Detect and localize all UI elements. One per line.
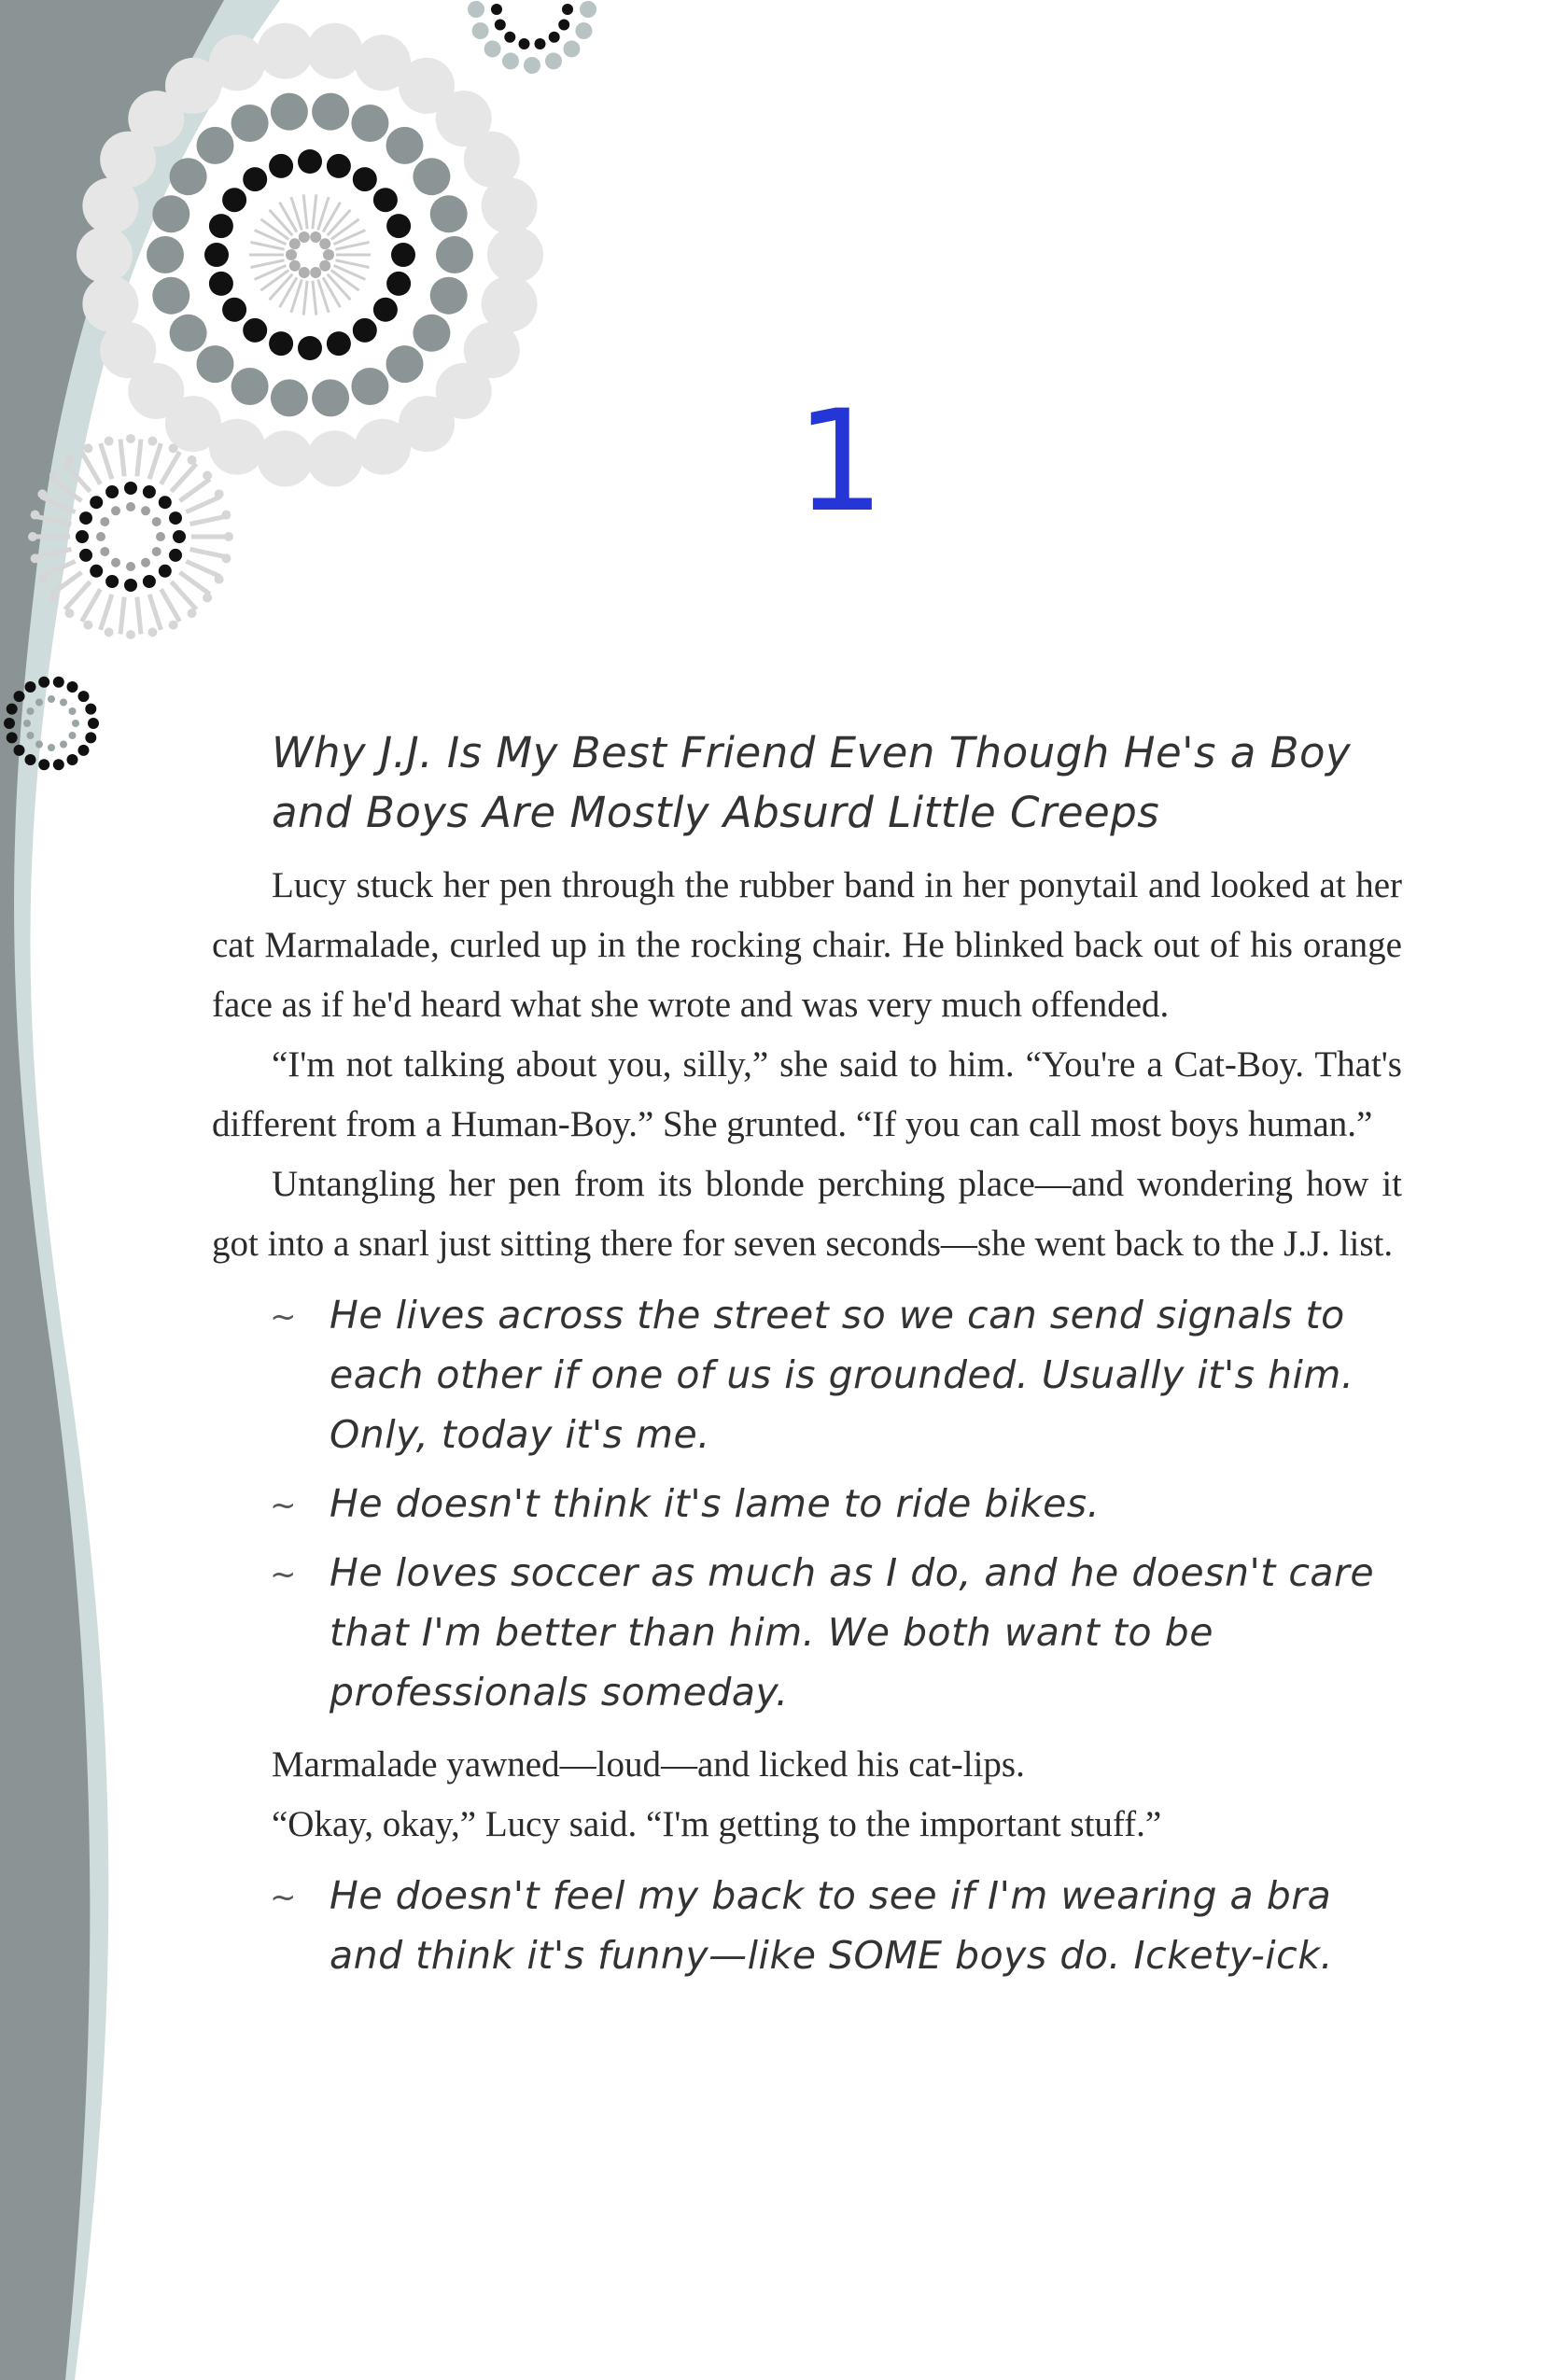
- rosette-dot: [413, 315, 450, 352]
- rosette-dot: [558, 20, 569, 31]
- rosette-dot: [78, 691, 90, 702]
- rosette-dot: [53, 677, 64, 688]
- rosette-ray: [137, 597, 141, 635]
- rosette-dot: [519, 38, 530, 49]
- rosette-dot: [88, 718, 99, 729]
- rosette-dot: [310, 267, 321, 278]
- rosette-dot: [82, 276, 138, 332]
- rosette-ray: [328, 210, 351, 236]
- rosette-dot: [126, 562, 135, 571]
- rosette-dot: [14, 691, 25, 702]
- rosette-dot: [169, 621, 178, 630]
- rosette-dot: [169, 549, 182, 562]
- rosette-dot: [487, 227, 543, 283]
- rosette-dot: [468, 1, 484, 18]
- rosette-ray: [82, 589, 101, 622]
- rosette-dot: [72, 720, 79, 727]
- rosette-dot: [323, 249, 334, 260]
- paragraph: “I'm not talking about you, silly,” she said to him. “You're a Cat-Boy. That's different from a Human-Boy.” She grunted. “If you can call most boys human.”: [212, 1044, 1402, 1144]
- paragraph: Untangling her pen from its blonde perching place—and wondering how it got into a snarl just sitting there for seven seconds—she went back to the J.J. list.: [212, 1164, 1402, 1264]
- rosette-dot: [298, 149, 322, 174]
- rosette-dot: [580, 1, 596, 18]
- rosette-ray: [250, 243, 284, 250]
- rosette-dot: [204, 243, 229, 267]
- rosette-dot: [124, 579, 137, 592]
- rosette-ray: [255, 265, 287, 279]
- swirl-bullet-icon: ~: [270, 1879, 297, 1916]
- rosette-dot: [105, 627, 114, 637]
- rosette-dot: [243, 167, 267, 191]
- rosette-dot: [310, 231, 321, 243]
- rosette-dot: [23, 720, 31, 727]
- rosette-dot: [83, 621, 92, 630]
- rosette-ray: [250, 260, 284, 268]
- rosette-dot: [299, 231, 310, 243]
- rosette-ray: [335, 260, 369, 268]
- rosette-dot: [147, 236, 184, 273]
- rosette-dot: [222, 298, 246, 322]
- rosette-dot: [170, 315, 207, 352]
- rosette-dot: [85, 732, 96, 743]
- rosette-dot: [78, 745, 90, 756]
- rosette-dot: [312, 93, 349, 131]
- rosette-dot: [126, 630, 135, 639]
- jj-list-continued: [212, 1866, 1402, 1985]
- rosette-dot: [67, 681, 78, 693]
- rosette-ray: [255, 231, 287, 245]
- rosette-dot: [289, 238, 301, 249]
- rosette-dot: [147, 627, 157, 637]
- rosette-ray: [303, 281, 307, 315]
- rosette-dot: [77, 227, 133, 283]
- rosette-dot: [159, 565, 172, 578]
- rosette-dot: [69, 732, 77, 739]
- rosette-dot: [269, 331, 293, 356]
- rosette-dot: [319, 238, 330, 249]
- list-item: ~ He doesn't feel my back to see if I'm wearing a bra and think it's funny—like SOME boys do. Ickety-ick.: [212, 1866, 1402, 1985]
- rosette-dot: [271, 93, 308, 131]
- rosette-ray: [186, 561, 220, 576]
- rosette-dot: [243, 318, 267, 343]
- rosette-dot: [319, 260, 330, 272]
- rosette-ray: [270, 210, 293, 236]
- rosette-dot: [391, 243, 415, 267]
- rosette-dot: [353, 318, 377, 343]
- rosette-dot: [76, 530, 89, 543]
- rosette-dot: [430, 277, 468, 315]
- paragraph: Lucy stuck her pen through the rubber band in her ponytail and looked at her cat Marmalade, curled up in the rocking chair. He blinked back out of his orange face as if he'd heard what she wrote and was very much offended.: [212, 865, 1402, 1025]
- rosette-dot: [25, 681, 36, 693]
- rosette-ray: [328, 274, 351, 301]
- rosette-dot: [173, 530, 186, 543]
- rosette-dot: [373, 298, 398, 322]
- rosette-dot: [495, 20, 506, 31]
- rosette-dot: [502, 52, 519, 69]
- rosette-dot: [386, 272, 411, 296]
- rosette-dot: [545, 52, 562, 69]
- rosette-dot: [152, 277, 189, 315]
- rosette-ray: [335, 243, 369, 250]
- rosette-dot: [222, 188, 246, 212]
- rosette-ray: [180, 572, 210, 595]
- rosette-dot: [4, 718, 15, 729]
- rosette-ray: [313, 281, 316, 315]
- rosette-ray: [313, 194, 316, 229]
- rosette-dot: [67, 754, 78, 765]
- rosette-dot: [430, 195, 468, 232]
- rosette-dot: [27, 732, 35, 739]
- rosette-dot: [111, 558, 120, 567]
- rosette-dot: [482, 177, 538, 233]
- rosette-dot: [386, 214, 411, 238]
- rosette-dot: [563, 40, 580, 57]
- rosette-dot: [152, 195, 189, 232]
- rosette-dot: [209, 214, 233, 238]
- rosette-dot: [472, 22, 489, 39]
- rosette-dot: [7, 704, 18, 715]
- rosette-dot: [269, 154, 293, 178]
- swirl-bullet-icon: ~: [270, 1556, 297, 1593]
- rosette-dot: [549, 32, 560, 43]
- rosette-dot: [231, 105, 269, 142]
- rosette-dot: [85, 704, 96, 715]
- rosette-dot: [209, 272, 233, 296]
- rosette-dot: [562, 4, 573, 15]
- rosette-dot: [90, 565, 103, 578]
- rosette-dot: [35, 699, 43, 707]
- rosette-ray: [149, 595, 161, 630]
- paragraph: Marmalade yawned—loud—and licked his cat-lips.: [272, 1744, 1025, 1785]
- list-item: ~ He lives across the street so we can send signals to each other if one of us is grounded. Usually it's him. Only, today it's me.: [212, 1285, 1402, 1464]
- rosette-dot: [258, 23, 314, 79]
- rosette-dot: [386, 127, 424, 164]
- rosette-dot: [25, 754, 36, 765]
- rosette-dot: [156, 532, 165, 541]
- rosette-dot: [197, 127, 234, 164]
- rosette-dot: [60, 699, 67, 707]
- page-content: [212, 723, 1402, 1998]
- rosette-ray: [101, 595, 112, 630]
- rosette-dot: [289, 260, 301, 272]
- rosette-dot: [299, 267, 310, 278]
- rosette-dot: [69, 707, 77, 715]
- rosette-dot: [170, 158, 207, 195]
- rosette-dot: [575, 22, 592, 39]
- swirl-bullet-icon: ~: [270, 1298, 297, 1336]
- rosette-dot: [209, 35, 265, 91]
- rosette-ray: [172, 581, 197, 609]
- rosette-dot: [484, 40, 501, 57]
- list-title: Why J.J. Is My Best Friend Even Though He's a Boy and Boys Are Mostly Absurd Little Creeps: [272, 728, 1352, 837]
- rosette-dot: [38, 759, 49, 770]
- rosette-dot: [373, 188, 398, 212]
- rosette-dot: [48, 695, 55, 703]
- rosette-dot: [298, 336, 322, 360]
- rosette-dot: [105, 575, 119, 588]
- rosette-dot: [436, 236, 473, 273]
- rosette-dot: [143, 575, 156, 588]
- rosette-ray: [161, 589, 180, 622]
- paragraph: “Okay, okay,” Lucy said. “I'm getting to the important stuff.”: [272, 1804, 1162, 1844]
- rosette-dot: [413, 158, 450, 195]
- rosette-dot: [27, 707, 35, 715]
- rosette-ray: [303, 194, 307, 229]
- chapter-number: 1: [795, 381, 885, 543]
- rosette-dot: [307, 23, 363, 79]
- rosette-dot: [504, 32, 515, 43]
- rosette-dot: [141, 558, 150, 567]
- rosette-dot: [53, 759, 64, 770]
- rosette-dot: [197, 345, 234, 383]
- rosette-dot: [386, 345, 424, 383]
- rosette-dot: [60, 741, 67, 749]
- jj-list: [212, 1285, 1402, 1722]
- rosette-dot: [35, 741, 43, 749]
- rosette-dot: [535, 38, 546, 49]
- rosette-ray: [334, 231, 366, 245]
- rosette-dot: [38, 677, 49, 688]
- rosette-ray: [120, 597, 124, 635]
- rosette-dot: [152, 547, 161, 556]
- rosette-dot: [491, 4, 502, 15]
- list-item: ~ He loves soccer as much as I do, and he doesn't care that I'm better than him. We both want to be professionals someday.: [212, 1543, 1402, 1722]
- rosette-dot: [286, 249, 297, 260]
- rosette-dot: [353, 167, 377, 191]
- rosette-dot: [351, 105, 388, 142]
- swirl-bullet-icon: ~: [270, 1487, 297, 1524]
- rosette-dot: [7, 732, 18, 743]
- rosette-ray: [334, 265, 366, 279]
- rosette-dot: [524, 57, 540, 74]
- rosette-dot: [327, 331, 351, 356]
- rosette-dot: [100, 547, 109, 556]
- rosette-dot: [48, 744, 55, 751]
- rosette-dot: [79, 549, 92, 562]
- rosette-dot: [96, 532, 105, 541]
- list-item: ~ He doesn't think it's lame to ride bikes.: [212, 1474, 1402, 1533]
- rosette-ray: [190, 550, 227, 557]
- rosette-ray: [270, 274, 293, 301]
- rosette-ray: [65, 581, 91, 609]
- rosette-dot: [327, 154, 351, 178]
- rosette-dot: [14, 745, 25, 756]
